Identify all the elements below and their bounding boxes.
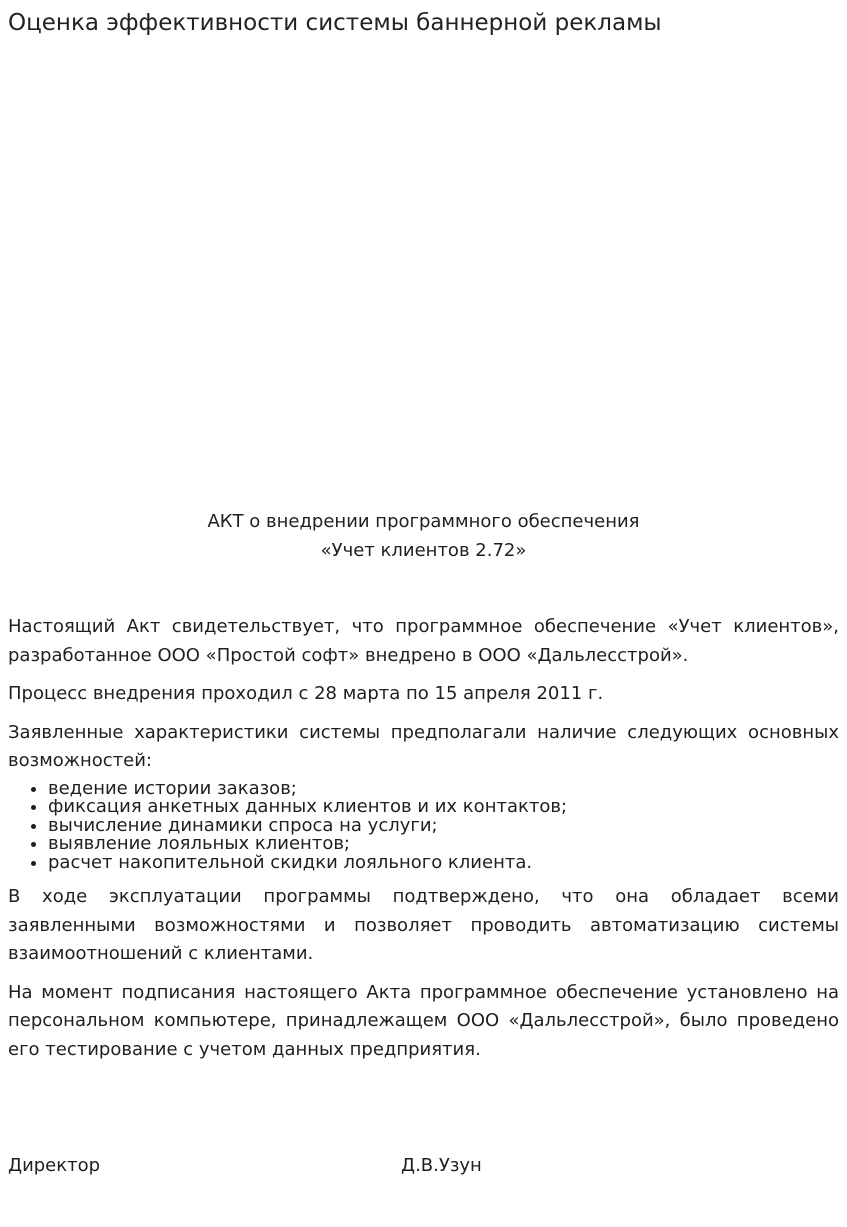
period-paragraph: Процесс внедрения проходил с 28 марта по 15 апреля 2011 г.: [8, 683, 604, 704]
act-heading-line-2: «Учет клиентов 2.72»: [320, 540, 527, 561]
features-list: [8, 777, 839, 873]
operation-paragraph: В ходе эксплуатации программы подтверждено, что она обладает всеми заявленными возможностями и позволяет проводить автоматизацию системы взаимоотношений с клиентами.: [8, 886, 839, 964]
list-item: • расчет накопительной скидки лояльного клиента.: [48, 854, 839, 873]
list-item: • выявление лояльных клиентов;: [48, 835, 839, 854]
act-heading: [8, 507, 839, 565]
installation-paragraph: На момент подписания настоящего Акта программное обеспечение установлено на персональном компьютере, принадлежащем ООО «Дальлесстрой», было проведено его тестирование с учетом данных предприятия.: [8, 981, 839, 1060]
page-title: Оценка эффективности системы баннерной рекламы: [8, 10, 662, 36]
features-intro-paragraph: Заявленные характеристики системы предполагали наличие следующих основных возможностей:: [8, 721, 839, 771]
list-item: • ведение истории заказов;: [48, 780, 839, 799]
act-heading-line-1: АКТ о внедрении программного обеспечения: [207, 511, 640, 532]
intro-paragraph: Настоящий Акт свидетельствует, что программное обеспечение «Учет клиентов», разработанное ООО «Простой софт» внедрено в ООО «Дальлесстрой».: [8, 616, 839, 666]
signatory-role: Директор: [8, 1155, 101, 1176]
list-item: • фиксация анкетных данных клиентов и их контактов;: [48, 798, 839, 817]
signatory-name: Д.В.Узун: [401, 1155, 482, 1176]
act-body: [8, 613, 839, 1074]
list-item: • вычисление динамики спроса на услуги;: [48, 817, 839, 836]
